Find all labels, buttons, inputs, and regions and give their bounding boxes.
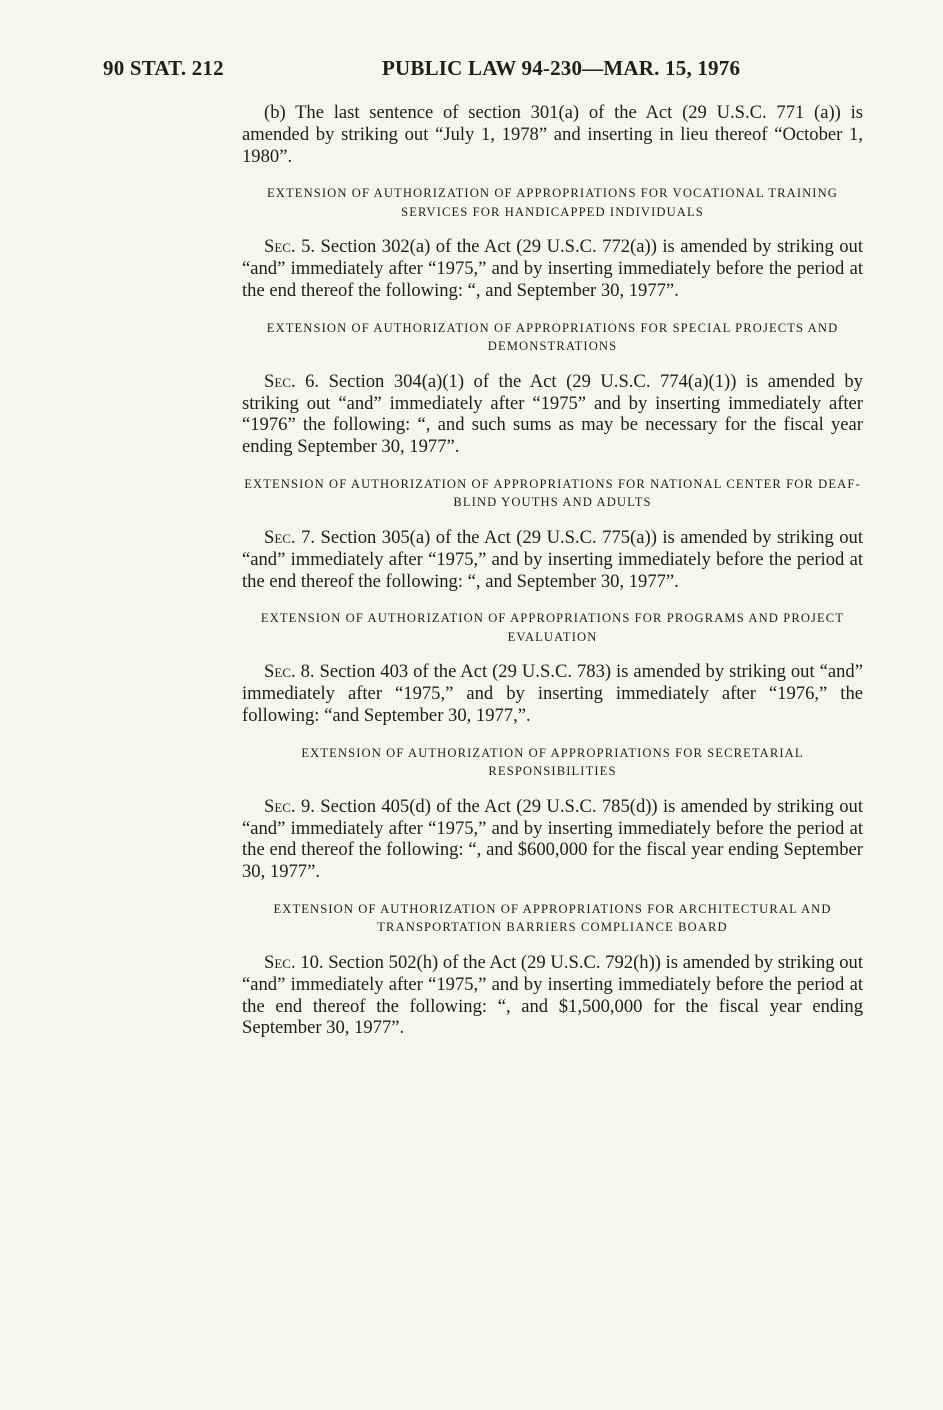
section-text: Section 302(a) of the Act (29 U.S.C. 772(a)) is amended by striking out “and” immediately after “1975,” and by inserting immediately before the period at the end thereof the following: “, and September 30, 1977”. bbox=[242, 236, 864, 301]
intro-paragraph: (b) The last sentence of section 301(a) of the Act (29 U.S.C. 771 (a)) is amended by striking out “July 1, 1978” and inserting in lieu thereof “October 1, 1980”. bbox=[242, 102, 863, 167]
section-heading: EXTENSION OF AUTHORIZATION OF APPROPRIATIONS FOR SECRETARIAL RESPONSIBILITIES bbox=[301, 745, 804, 779]
section-paragraph bbox=[242, 952, 863, 1039]
section-text: Section 405(d) of the Act (29 U.S.C. 785(d)) is amended by striking out “and” immediately after “1975,” and by inserting immediately before the period at the end thereof the following: “, and $600,000 for the fiscal year ending September 30, 1977”. bbox=[242, 795, 863, 883]
section-text: Section 304(a)(1) of the Act (29 U.S.C. 774(a)(1)) is amended by striking out “and” immediately after “1975” and by inserting immediately after “1976” the following: “, and such sums as may be necessary for the fiscal year ending September 30, 1977”. bbox=[242, 370, 864, 458]
section-heading: EXTENSION OF AUTHORIZATION OF APPROPRIATIONS FOR VOCATIONAL TRAINING SERVICES FOR HANDICAPPED INDIVIDUALS bbox=[267, 186, 838, 219]
section-paragraph bbox=[242, 661, 863, 726]
section-number: Sec. 9. bbox=[264, 795, 315, 817]
section-number: Sec. 5. bbox=[264, 236, 316, 258]
section-paragraph bbox=[242, 527, 863, 592]
section-text: Section 502(h) of the Act (29 U.S.C. 792(h)) is amended by striking out “and” immediately after “1975,” and by inserting immediately before the period at the end thereof the following: “, and $1,500,000 for the fiscal year ending September 30, 1977”. bbox=[242, 951, 863, 1039]
section-text: Section 403 of the Act (29 U.S.C. 783) is amended by striking out “and” immediately after “1975,” and by inserting immediately after “1976,” the following: “and September 30, 1977,”. bbox=[242, 661, 863, 726]
statute-reference: 90 STAT. 212 bbox=[103, 56, 224, 80]
section-text: Section 305(a) of the Act (29 U.S.C. 775(a)) is amended by striking out “and” immediately after “1975,” and by inserting immediately before the period at the end thereof the following: “, and September 30, 1977”. bbox=[242, 526, 864, 592]
section-number: Sec. 10. bbox=[264, 951, 324, 973]
section-heading: EXTENSION OF AUTHORIZATION OF APPROPRIATIONS FOR SPECIAL PROJECTS AND DEMONSTRATIONS bbox=[266, 320, 839, 354]
section-heading: EXTENSION OF AUTHORIZATION OF APPROPRIATIONS FOR ARCHITECTURAL AND TRANSPORTATION BARRIERS COMPLIANCE BOARD bbox=[273, 901, 832, 935]
section-paragraph bbox=[242, 371, 863, 458]
section-number: Sec. 7. bbox=[264, 526, 316, 548]
public-law-title: PUBLIC LAW 94-230—MAR. 15, 1976 bbox=[382, 56, 741, 80]
section-heading: EXTENSION OF AUTHORIZATION OF APPROPRIATIONS FOR PROGRAMS AND PROJECT EVALUATION bbox=[260, 611, 845, 644]
section-heading: EXTENSION OF AUTHORIZATION OF APPROPRIATIONS FOR NATIONAL CENTER FOR DEAF-BLIND YOUTHS AND ADULTS bbox=[244, 476, 861, 510]
section-number: Sec. 8. bbox=[264, 661, 315, 683]
text-column bbox=[242, 102, 863, 1039]
section-paragraph bbox=[242, 796, 863, 883]
section-number: Sec. 6. bbox=[264, 370, 320, 392]
running-head bbox=[0, 56, 943, 86]
section-paragraph bbox=[242, 236, 863, 301]
